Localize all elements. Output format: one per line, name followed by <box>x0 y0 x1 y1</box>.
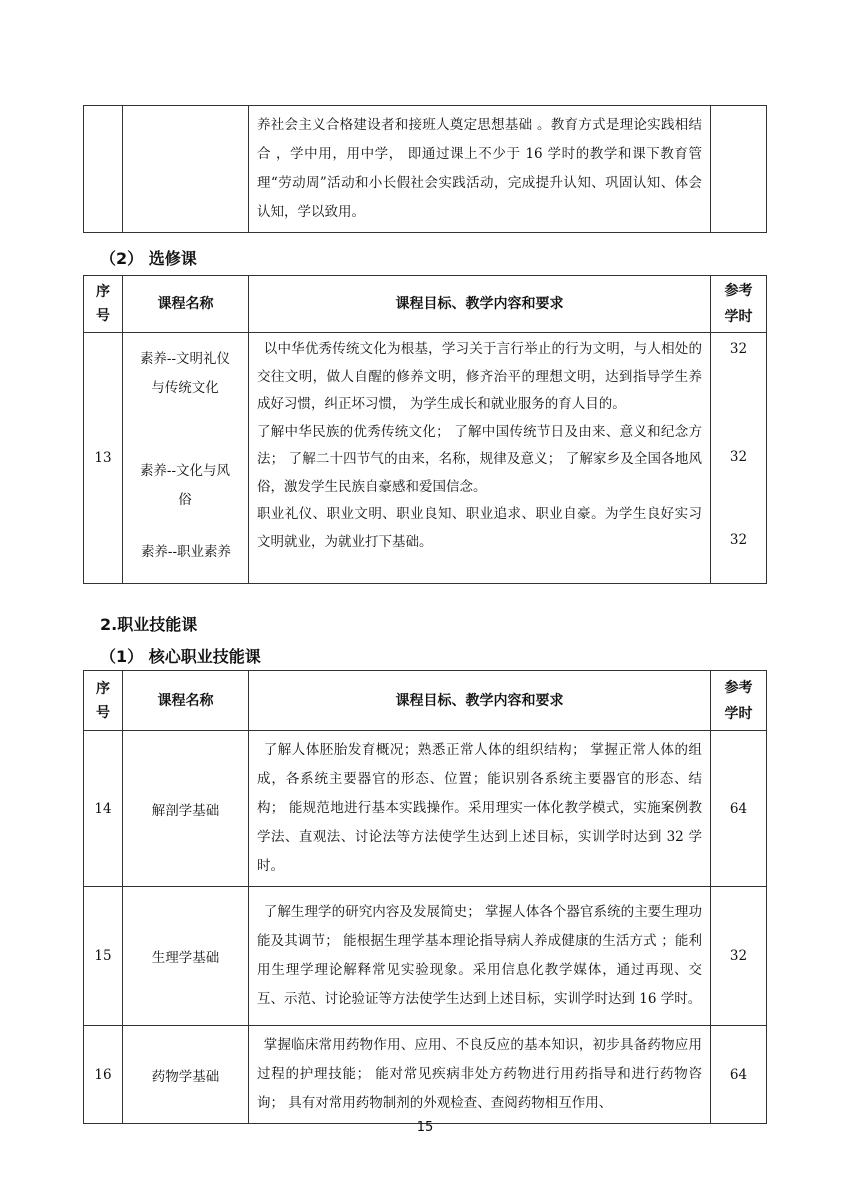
header-name: 课程名称 <box>123 671 249 731</box>
core-name: 生理学基础 <box>123 887 249 1026</box>
header-goal: 课程目标、教学内容和要求 <box>249 671 711 731</box>
header-seq: 序号 <box>84 671 123 731</box>
core-name: 药物学基础 <box>123 1026 249 1124</box>
header-hours: 参考学时 <box>711 671 767 731</box>
cell-seq <box>84 106 123 233</box>
core-goal: 掌握临床常用药物作用、应用、不良反应的基本知识，初步具备药物应用过程的护理技能； 能对常见疾病非处方药物进行用药指导和进行药物咨询； 具有对常用药物制剂的外观检查、查阅药物相互作用、 <box>249 1026 711 1124</box>
elective-names <box>123 333 249 584</box>
core-goal: 了解人体胚胎发育概况；熟悉正常人体的组织结构； 掌握正常人体的组成，各系统主要器官的形态、位置；能识别各系统主要器官的形态、结构； 能规范地进行基本实践操作。采用理实一体化教学模式，实施案例教学法、直观法、讨论法等方法使学生达到上述目标，实训学时达到 32 学时。 <box>249 731 711 887</box>
elective-course-goal: 职业礼仪、职业文明、职业良知、职业追求、职业自豪。为学生良好实习文明就业，为就业打下基础。 <box>257 506 702 550</box>
elective-course-hours: 32 <box>729 341 748 357</box>
continuation-table <box>83 105 767 233</box>
elective-course-name: 素养--职业素养 <box>140 544 232 560</box>
header-goal: 课程目标、教学内容和要求 <box>249 276 711 333</box>
header-name: 课程名称 <box>123 276 249 333</box>
table-row <box>84 731 767 887</box>
core-goal: 了解生理学的研究内容及发展简史； 掌握人体各个器官系统的主要生理功能及其调节； 能根据生理学基本理论指导病人养成健康的生活方式 ；能利用生理学理论解释常见实验现象。采用信息化教学媒体，通过再现、交互、示范、讨论验证等方法使学生达到上述目标，实训学时达到 16 学时。 <box>249 887 711 1026</box>
elective-course-goal: 以中华优秀传统文化为根基，学习关于言行举止的行为文明，与人相处的交往文明，做人自醒的修养文明，修齐治平的理想文明，达到指导学生养成好习惯，纠正坏习惯， 为学生成长和就业服务的育人目的。 <box>257 341 702 412</box>
core-skill-table <box>83 670 767 1124</box>
core-hours: 64 <box>711 1026 767 1124</box>
elective-hours <box>711 333 767 584</box>
cell-hours <box>711 106 767 233</box>
elective-course-hours: 32 <box>729 532 748 548</box>
elective-goals <box>249 333 711 584</box>
elective-course-goal: 了解中华民族的优秀传统文化； 了解中国传统节日及由来、意义和纪念方法； 了解二十四节气的由来，名称，规律及意义； 了解家乡及全国各地风俗，激发学生民族自豪感和爱国信念。 <box>257 423 702 495</box>
core-name: 解剖学基础 <box>123 731 249 887</box>
elective-seq: 13 <box>84 333 123 584</box>
header-hours: 参考学时 <box>711 276 767 333</box>
cell-goal: 养社会主义合格建设者和接班人奠定思想基础 。教育方式是理论实践相结合 ，学中用，用中学， 即通过课上不少于 16 学时的教学和课下教育管理“劳动周”活动和小长假社会实践活动，完成提升认知、巩固认知、体会认知，学以致用。 <box>249 106 711 233</box>
core-seq: 14 <box>84 731 123 887</box>
section-heading-skill: 2.职业技能课 <box>100 615 198 634</box>
table-row <box>84 1026 767 1124</box>
elective-course-hours: 32 <box>729 449 748 465</box>
core-hours: 64 <box>711 731 767 887</box>
cell-name <box>123 106 249 233</box>
header-seq: 序号 <box>84 276 123 333</box>
table-row <box>84 887 767 1026</box>
elective-course-name: 素养--文化与风俗 <box>139 463 231 508</box>
core-seq: 15 <box>84 887 123 1026</box>
section-heading-elective: （2） 选修课 <box>100 249 197 268</box>
core-hours: 32 <box>711 887 767 1026</box>
page-number: 15 <box>416 1120 434 1135</box>
section-heading-core: （1） 核心职业技能课 <box>100 647 261 666</box>
elective-table <box>83 275 767 584</box>
core-seq: 16 <box>84 1026 123 1124</box>
elective-course-name: 素养--文明礼仪与传统文化 <box>139 351 231 396</box>
